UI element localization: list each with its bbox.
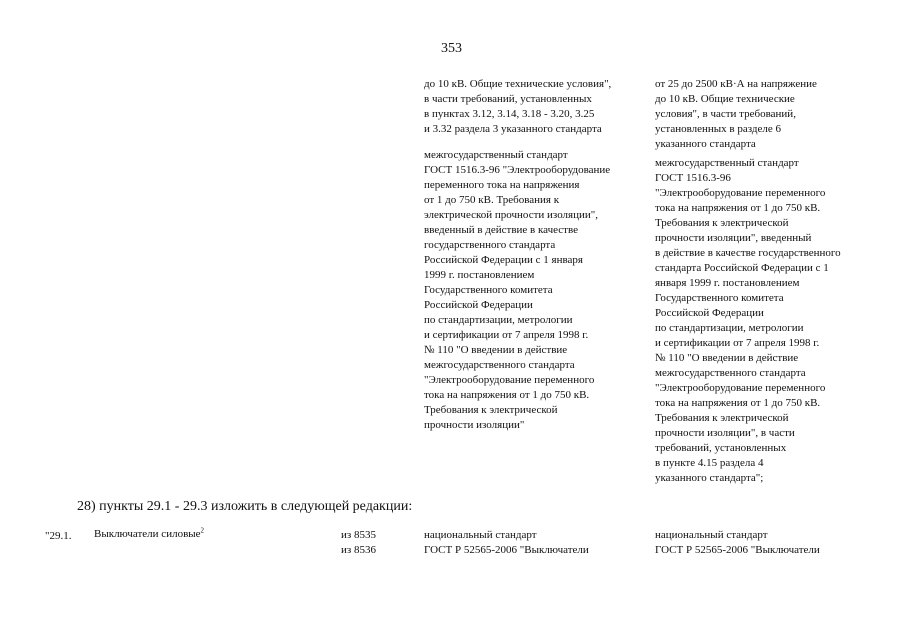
text-line: и сертификации от 7 апреля 1998 г. bbox=[424, 329, 589, 341]
text-line: до 10 кВ. Общие технические условия", bbox=[424, 78, 612, 90]
paragraph-gap bbox=[424, 137, 611, 148]
text-line: января 1999 г. постановлением bbox=[655, 277, 800, 289]
text-line: "Электрооборудование переменного bbox=[424, 374, 595, 386]
text-line: в части требований, установленных bbox=[424, 93, 592, 105]
amendment-instruction: 28) пункты 29.1 - 29.3 изложить в следующей редакции: bbox=[77, 499, 413, 514]
item-number: "29.1. bbox=[45, 530, 72, 542]
text-line: прочности изоляции", в части bbox=[655, 427, 795, 439]
text-line: Требования к электрической bbox=[655, 217, 789, 229]
text-line: в пункте 4.15 раздела 4 bbox=[655, 457, 764, 469]
text-line: межгосударственного стандарта bbox=[424, 359, 575, 371]
right-column bbox=[655, 77, 841, 486]
text-line: прочности изоляции" bbox=[424, 419, 525, 431]
text-line: требований, установленных bbox=[655, 442, 787, 454]
text-line: по стандартизации, метрологии bbox=[655, 322, 804, 334]
text-line: от 1 до 750 кВ. Требования к bbox=[424, 194, 560, 206]
item-name bbox=[94, 527, 204, 542]
text-line: "Электрооборудование переменного bbox=[655, 187, 826, 199]
page-number: 353 bbox=[441, 41, 462, 56]
item-name-text: Выключатели силовые bbox=[94, 528, 201, 540]
text-line: тока на напряжения от 1 до 750 кВ. bbox=[424, 389, 590, 401]
text-line: стандарта Российской Федерации с 1 bbox=[655, 262, 829, 274]
text-line: тока на напряжения от 1 до 750 кВ. bbox=[655, 202, 821, 214]
text-line: ГОСТ Р 52565-2006 "Выключатели bbox=[424, 544, 589, 556]
text-line: национальный стандарт bbox=[655, 529, 768, 541]
text-line: ГОСТ Р 52565-2006 "Выключатели bbox=[655, 544, 820, 556]
text-line: и 3.32 раздела 3 указанного стандарта bbox=[424, 123, 602, 135]
code-line: из 8536 bbox=[341, 544, 376, 556]
code-line: из 8535 bbox=[341, 529, 376, 541]
text-line: установленных в разделе 6 bbox=[655, 123, 782, 135]
text-line: Российской Федерации bbox=[655, 307, 764, 319]
text-line: условия", в части требований, bbox=[655, 108, 796, 120]
text-line: № 110 "О введении в действие bbox=[424, 344, 568, 356]
text-line: межгосударственный стандарт bbox=[424, 149, 568, 161]
left-column bbox=[424, 77, 611, 433]
text-line: прочности изоляции", введенный bbox=[655, 232, 812, 244]
text-line: в действие в качестве государственного bbox=[655, 247, 841, 259]
text-line: введенный в действие в качестве bbox=[424, 224, 579, 236]
text-line: и сертификации от 7 апреля 1998 г. bbox=[655, 337, 820, 349]
text-line: Российской Федерации bbox=[424, 299, 533, 311]
text-line: межгосударственного стандарта bbox=[655, 367, 806, 379]
text-line: Требования к электрической bbox=[655, 412, 789, 424]
text-line: Российской Федерации с 1 января bbox=[424, 254, 583, 266]
item-standard-left bbox=[424, 528, 589, 558]
text-line: 1999 г. постановлением bbox=[424, 269, 535, 281]
text-line: указанного стандарта bbox=[655, 138, 756, 150]
item-codes bbox=[341, 528, 376, 558]
text-line: государственного стандарта bbox=[424, 239, 556, 251]
text-line: переменного тока на напряжения bbox=[424, 179, 580, 191]
text-line: в пунктах 3.12, 3.14, 3.18 - 3.20, 3.25 bbox=[424, 108, 595, 120]
item-standard-right bbox=[655, 528, 820, 558]
text-line: № 110 "О введении в действие bbox=[655, 352, 799, 364]
text-line: национальный стандарт bbox=[424, 529, 537, 541]
text-line: "Электрооборудование переменного bbox=[655, 382, 826, 394]
text-line: межгосударственный стандарт bbox=[655, 157, 799, 169]
text-line: Требования к электрической bbox=[424, 404, 558, 416]
text-line: ГОСТ 1516.3-96 bbox=[655, 172, 731, 184]
text-line: до 10 кВ. Общие технические bbox=[655, 93, 795, 105]
text-line: ГОСТ 1516.3-96 "Электрооборудование bbox=[424, 164, 611, 176]
text-line: Государственного комитета bbox=[424, 284, 553, 296]
footnote-marker: 2 bbox=[200, 526, 205, 535]
text-line: электрической прочности изоляции", bbox=[424, 209, 599, 221]
text-line: по стандартизации, метрологии bbox=[424, 314, 573, 326]
text-line: Государственного комитета bbox=[655, 292, 784, 304]
text-line: тока на напряжения от 1 до 750 кВ. bbox=[655, 397, 821, 409]
text-line: указанного стандарта"; bbox=[655, 472, 764, 484]
text-line: от 25 до 2500 кВ·А на напряжение bbox=[655, 78, 817, 90]
